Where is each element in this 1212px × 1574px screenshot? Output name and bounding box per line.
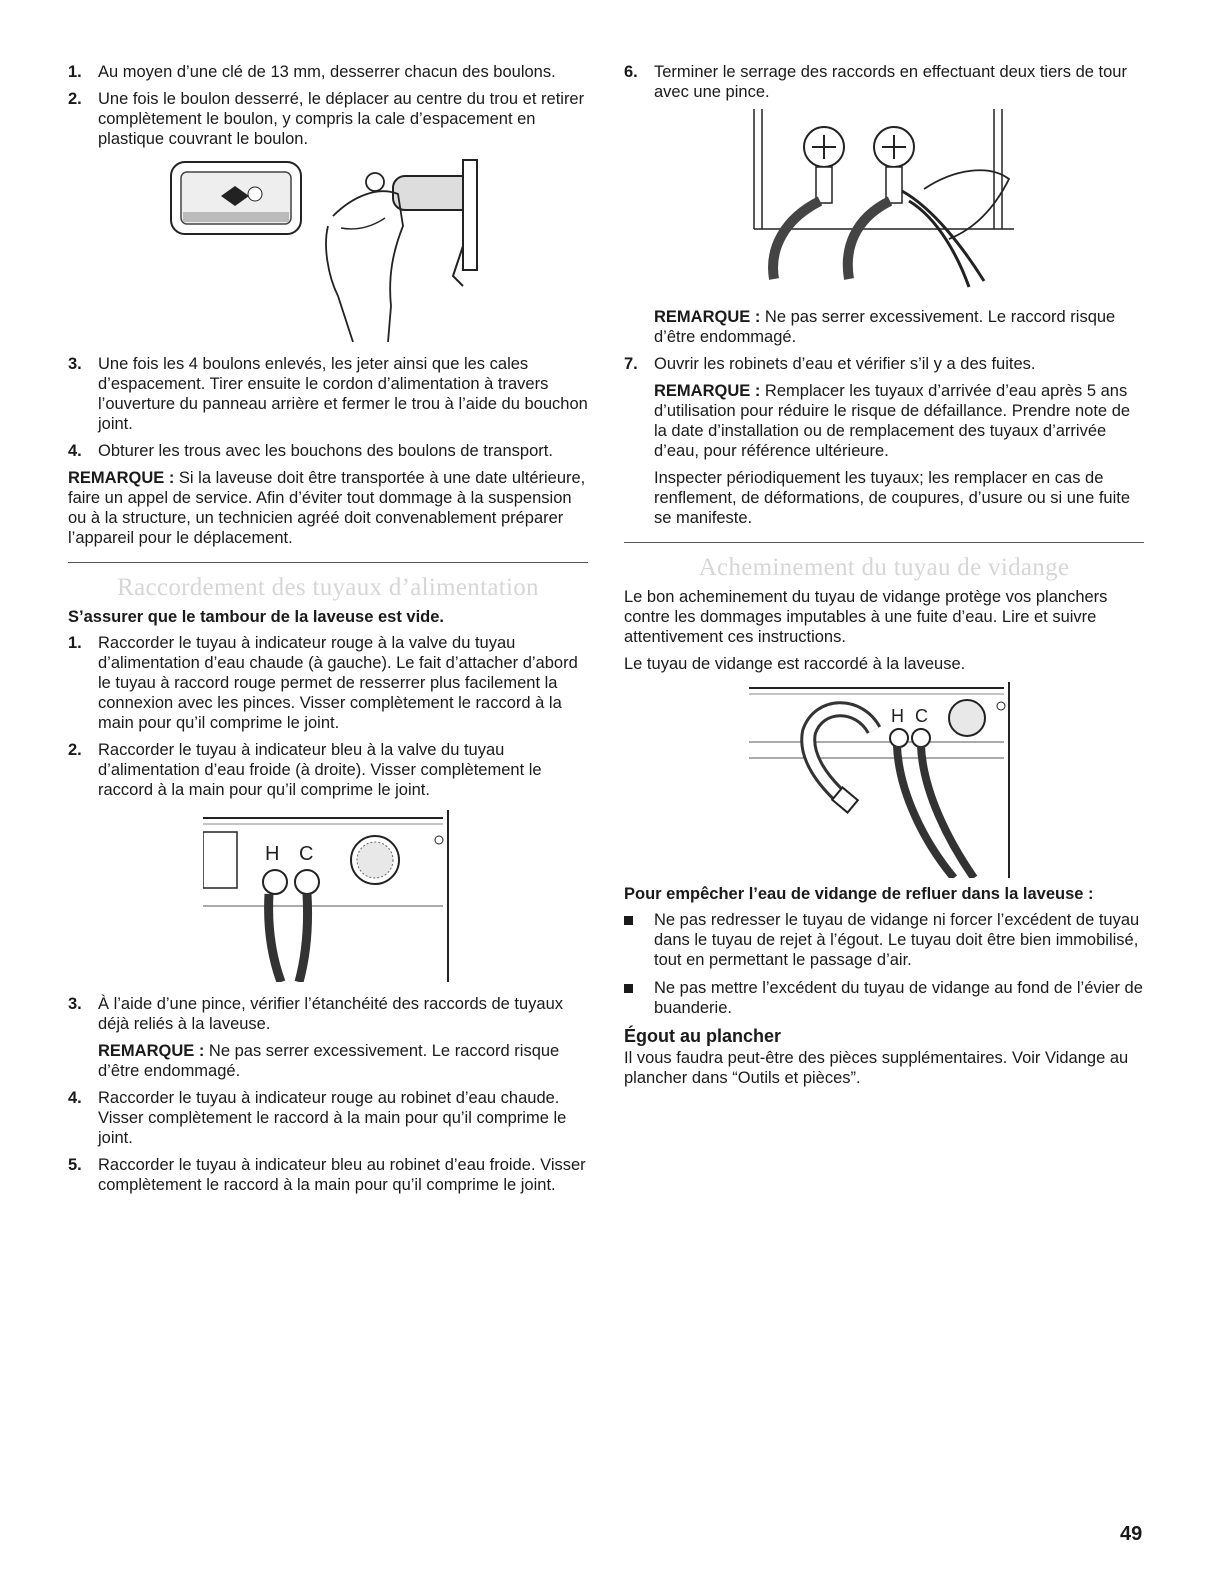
steps-list-e [624, 62, 1144, 102]
list-item: 1. Au moyen d’une clé de 13 mm, desserrer chacun des boulons. [68, 63, 556, 81]
list-item: 7. Ouvrir les robinets d’eau et vérifier s’il y a des fuites. REMARQUE : Remplacer les tuyaux d’arrivée d’eau après 5 ans d’utilisation pour réduire le risque de défaillance. Prendre note de la date d’installation ou de remplacement des tuyaux d’arrivée d’eau, pour référence ultérieure. Inspecter périodiquement les tuyaux; les remplacer en cas de renflement, de déformations, de coupures, d’usure ou si une fuite se manifeste. [624, 354, 1144, 528]
paragraph: Le bon acheminement du tuyau de vidange protège vos planchers contre les dommages imputables à une fuite d’eau. Lire et suivre attentivement ces instructions. [624, 588, 1108, 646]
hot-label: H [891, 706, 904, 726]
list-item: 3. Une fois les 4 boulons enlevés, les jeter ainsi que les cales d’espacement. Tirer ensuite le cordon d’alimentation à travers l’ouverture du panneau arrière et fermer le trou à l’aide du bouchon joint. [68, 355, 588, 433]
page-number: 49 [1120, 1523, 1143, 1545]
section-divider [624, 542, 1144, 543]
list-item: 2. Une fois le boulon desserré, le déplacer au centre du trou et retirer complètement le boulon, y compris la cale d’espacement en plastique couvrant le boulon. [68, 90, 585, 148]
list-item: 2. Raccorder le tuyau à indicateur bleu à la valve du tuyau d’alimentation d’eau froide (à droite). Visser complètement le raccord à la main pour qu’il comprime le joint. [68, 741, 542, 799]
remark: REMARQUE : Si la laveuse doit être transportée à une date ultérieure, faire un appel de service. Afin d’éviter tout dommage à la suspension ou à la structure, un technicien agréé doit convenablement préparer l’appareil pour le déplacement. [68, 469, 586, 547]
list-item: 6. Terminer le serrage des raccords en effectuant deux tiers de tour avec une pince. [624, 63, 1127, 101]
bullet-list [624, 910, 1144, 1018]
right-column [624, 62, 1144, 1095]
list-item: 5. Raccorder le tuyau à indicateur bleu au robinet d’eau froide. Visser complètement le raccord à la main pour qu’il comprime le joint. [68, 1156, 586, 1194]
list-item: Ne pas redresser le tuyau de vidange ni forcer l’excédent de tuyau dans le tuyau de rejet à l’égout. Le tuyau doit être bien immobilisé, tout en permettant le passage d’air. [624, 910, 1144, 970]
remark: REMARQUE : Ne pas serrer excessivement. Le raccord risque d’être endommagé. [654, 308, 1116, 346]
bolt-removal-illustration [163, 156, 493, 342]
list-item: 4. Raccorder le tuyau à indicateur rouge au robinet d’eau chaude. Visser complètement le raccord à la main pour qu’il comprime le joint. [68, 1089, 567, 1147]
hose-connection-illustration [203, 810, 453, 982]
steps-list-d1 [68, 994, 588, 1195]
drain-hose-illustration [749, 682, 1019, 878]
section-title: Raccordement des tuyaux d’alimentation [117, 574, 539, 601]
subheading: S’assurer que le tambour de la laveuse est vide. [68, 608, 444, 626]
list-item: 1. Raccorder le tuyau à indicateur rouge à la valve du tuyau d’alimentation d’eau chaude (à gauche). Le fait d’attacher d’abord le tuyau à raccord rouge permet de resserrer plus facilement la connexion avec les pinces. Visser complètement le raccord à la main pour qu’il comprime le joint. [68, 634, 578, 732]
bullet-square-icon [624, 984, 633, 993]
section-divider [68, 562, 588, 563]
hot-label: H [265, 843, 280, 865]
subsection-title: Égout au plancher [624, 1026, 782, 1046]
paragraph: Il vous faudra peut-être des pièces supplémentaires. Voir Vidange au plancher dans “Outils et pièces”. [624, 1049, 1129, 1087]
bullet-square-icon [624, 916, 633, 925]
left-column [68, 62, 588, 1202]
paragraph: Le tuyau de vidange est raccordé à la laveuse. [624, 655, 966, 673]
inspection-note: Inspecter périodiquement les tuyaux; les remplacer en cas de renflement, de déformations, de coupures, d’usure ou si une fuite se manifeste. [654, 469, 1131, 527]
pliers-tightening-illustration [734, 109, 1034, 299]
remark: REMARQUE : Ne pas serrer excessivement. Le raccord risque d’être endommagé. [98, 1042, 560, 1080]
steps-list-f [624, 354, 1144, 528]
steps-list-c [68, 633, 588, 800]
section-title: Acheminement du tuyau de vidange [698, 554, 1070, 581]
list-item: 4. Obturer les trous avec les bouchons des boulons de transport. [68, 442, 553, 460]
cold-label: C [299, 843, 314, 865]
subheading: Pour empêcher l’eau de vidange de refluer dans la laveuse : [624, 885, 1094, 903]
cold-label: C [915, 706, 928, 726]
steps-list-a [68, 62, 588, 149]
steps-list-b [68, 354, 588, 461]
remark: REMARQUE : Remplacer les tuyaux d’arrivée d’eau après 5 ans d’utilisation pour réduire le risque de défaillance. Prendre note de la date d’installation ou de remplacement des tuyaux d’arrivée d’eau, pour référence ultérieure. [654, 382, 1131, 460]
list-item: 3. À l’aide d’une pince, vérifier l’étanchéité des raccords de tuyaux déjà reliés à la laveuse. REMARQUE : Ne pas serrer excessivement. Le raccord risque d’être endommagé. [68, 994, 588, 1081]
list-item: Ne pas mettre l’excédent du tuyau de vidange au fond de l’évier de buanderie. [624, 978, 1144, 1018]
